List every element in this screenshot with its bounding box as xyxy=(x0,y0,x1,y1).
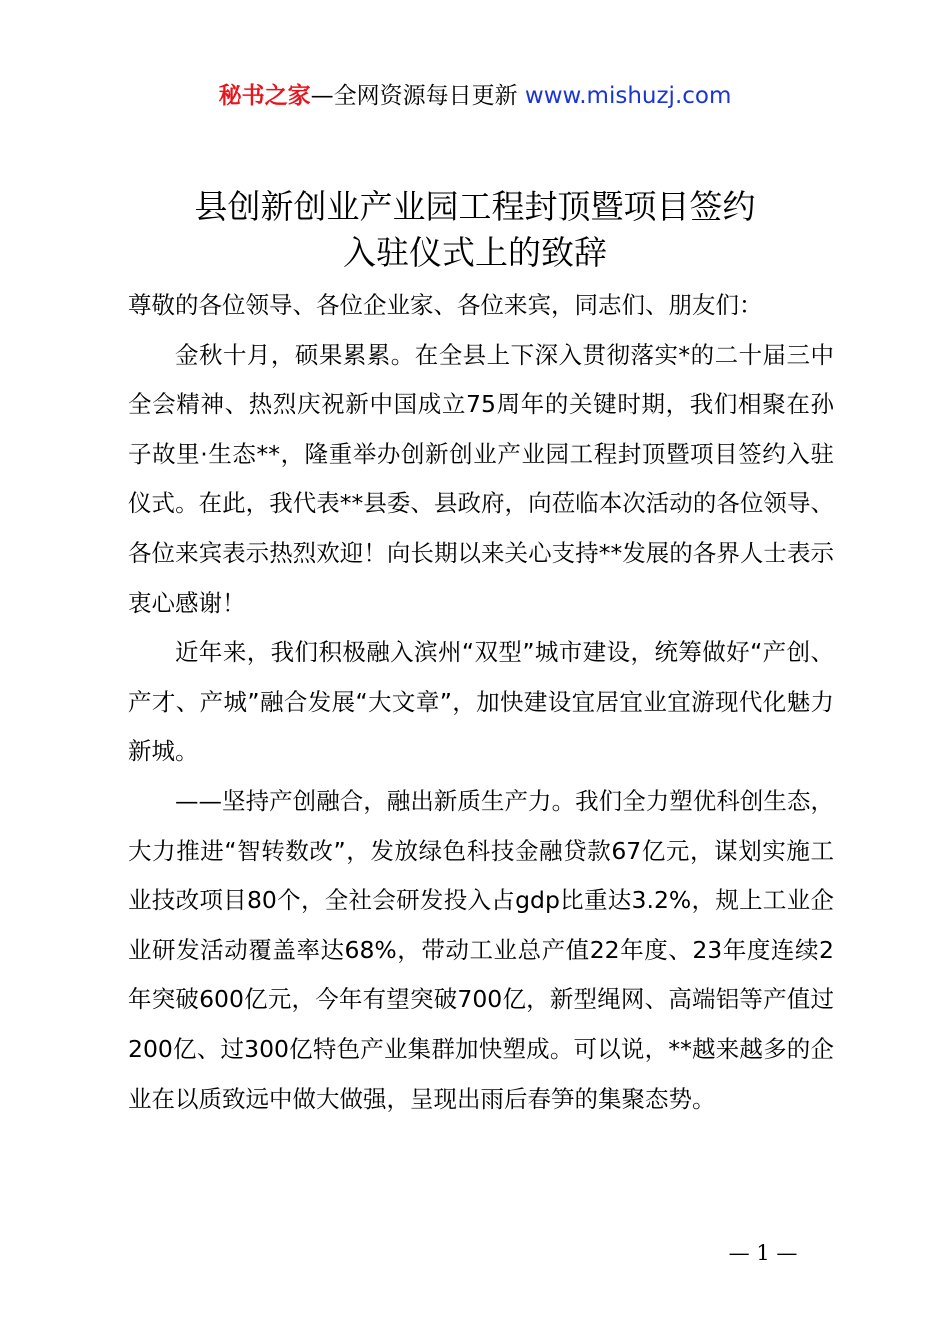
site-url[interactable]: www.mishuzj.com xyxy=(524,83,732,109)
brand-name: 秘书之家 xyxy=(218,83,311,109)
title-line-2: 入驻仪式上的致辞 xyxy=(343,233,607,272)
paragraph-3: ——坚持产创融合，融出新质生产力。我们全力塑优科创生态，大力推进“智转数改”，发放绿色科技金融贷款67亿元，谋划实施工业技改项目80个，全社会研发投入占gdp比重达3.2%，规上工业企业研发活动覆盖率达68%，带动工业总产值22年度、23年度连续2年突破600亿元，今年有望突破700亿，新型绳网、高端铝等产值过200亿、过300亿特色产业集群加快塑成。可以说，**越来越多的企业在以质致远中做大做强，呈现出雨后春笋的集聚态势。 xyxy=(128,786,834,1113)
document-title xyxy=(0,184,950,276)
title-line-1: 县创新创业产业园工程封顶暨项目签约 xyxy=(194,187,756,226)
paragraph-2: 近年来，我们积极融入滨州“双型”城市建设，统筹做好“产创、产才、产城”融合发展“大文章”，加快建设宜居宜业宜游现代化魅力新城。 xyxy=(128,638,834,766)
page-number: — 1 — xyxy=(728,1241,798,1265)
salutation: 尊敬的各位领导、各位企业家、各位来宾，同志们、朋友们： xyxy=(128,291,763,319)
paragraph-1: 金秋十月，硕果累累。在全县上下深入贯彻落实*的二十届三中全会精神、热烈庆祝新中国成立75周年的关键时期，我们相聚在孙子故里·生态**，隆重举办创新创业产业园工程封顶暨项目签约入驻仪式。在此，我代表**县委、县政府，向莅临本次活动的各位领导、各位来宾表示热烈欢迎！向长期以来关心支持**发展的各界人士表示衷心感谢！ xyxy=(128,340,834,617)
site-header xyxy=(0,80,950,112)
header-tagline: —全网资源每日更新 xyxy=(310,83,525,109)
document-body xyxy=(128,281,834,1124)
